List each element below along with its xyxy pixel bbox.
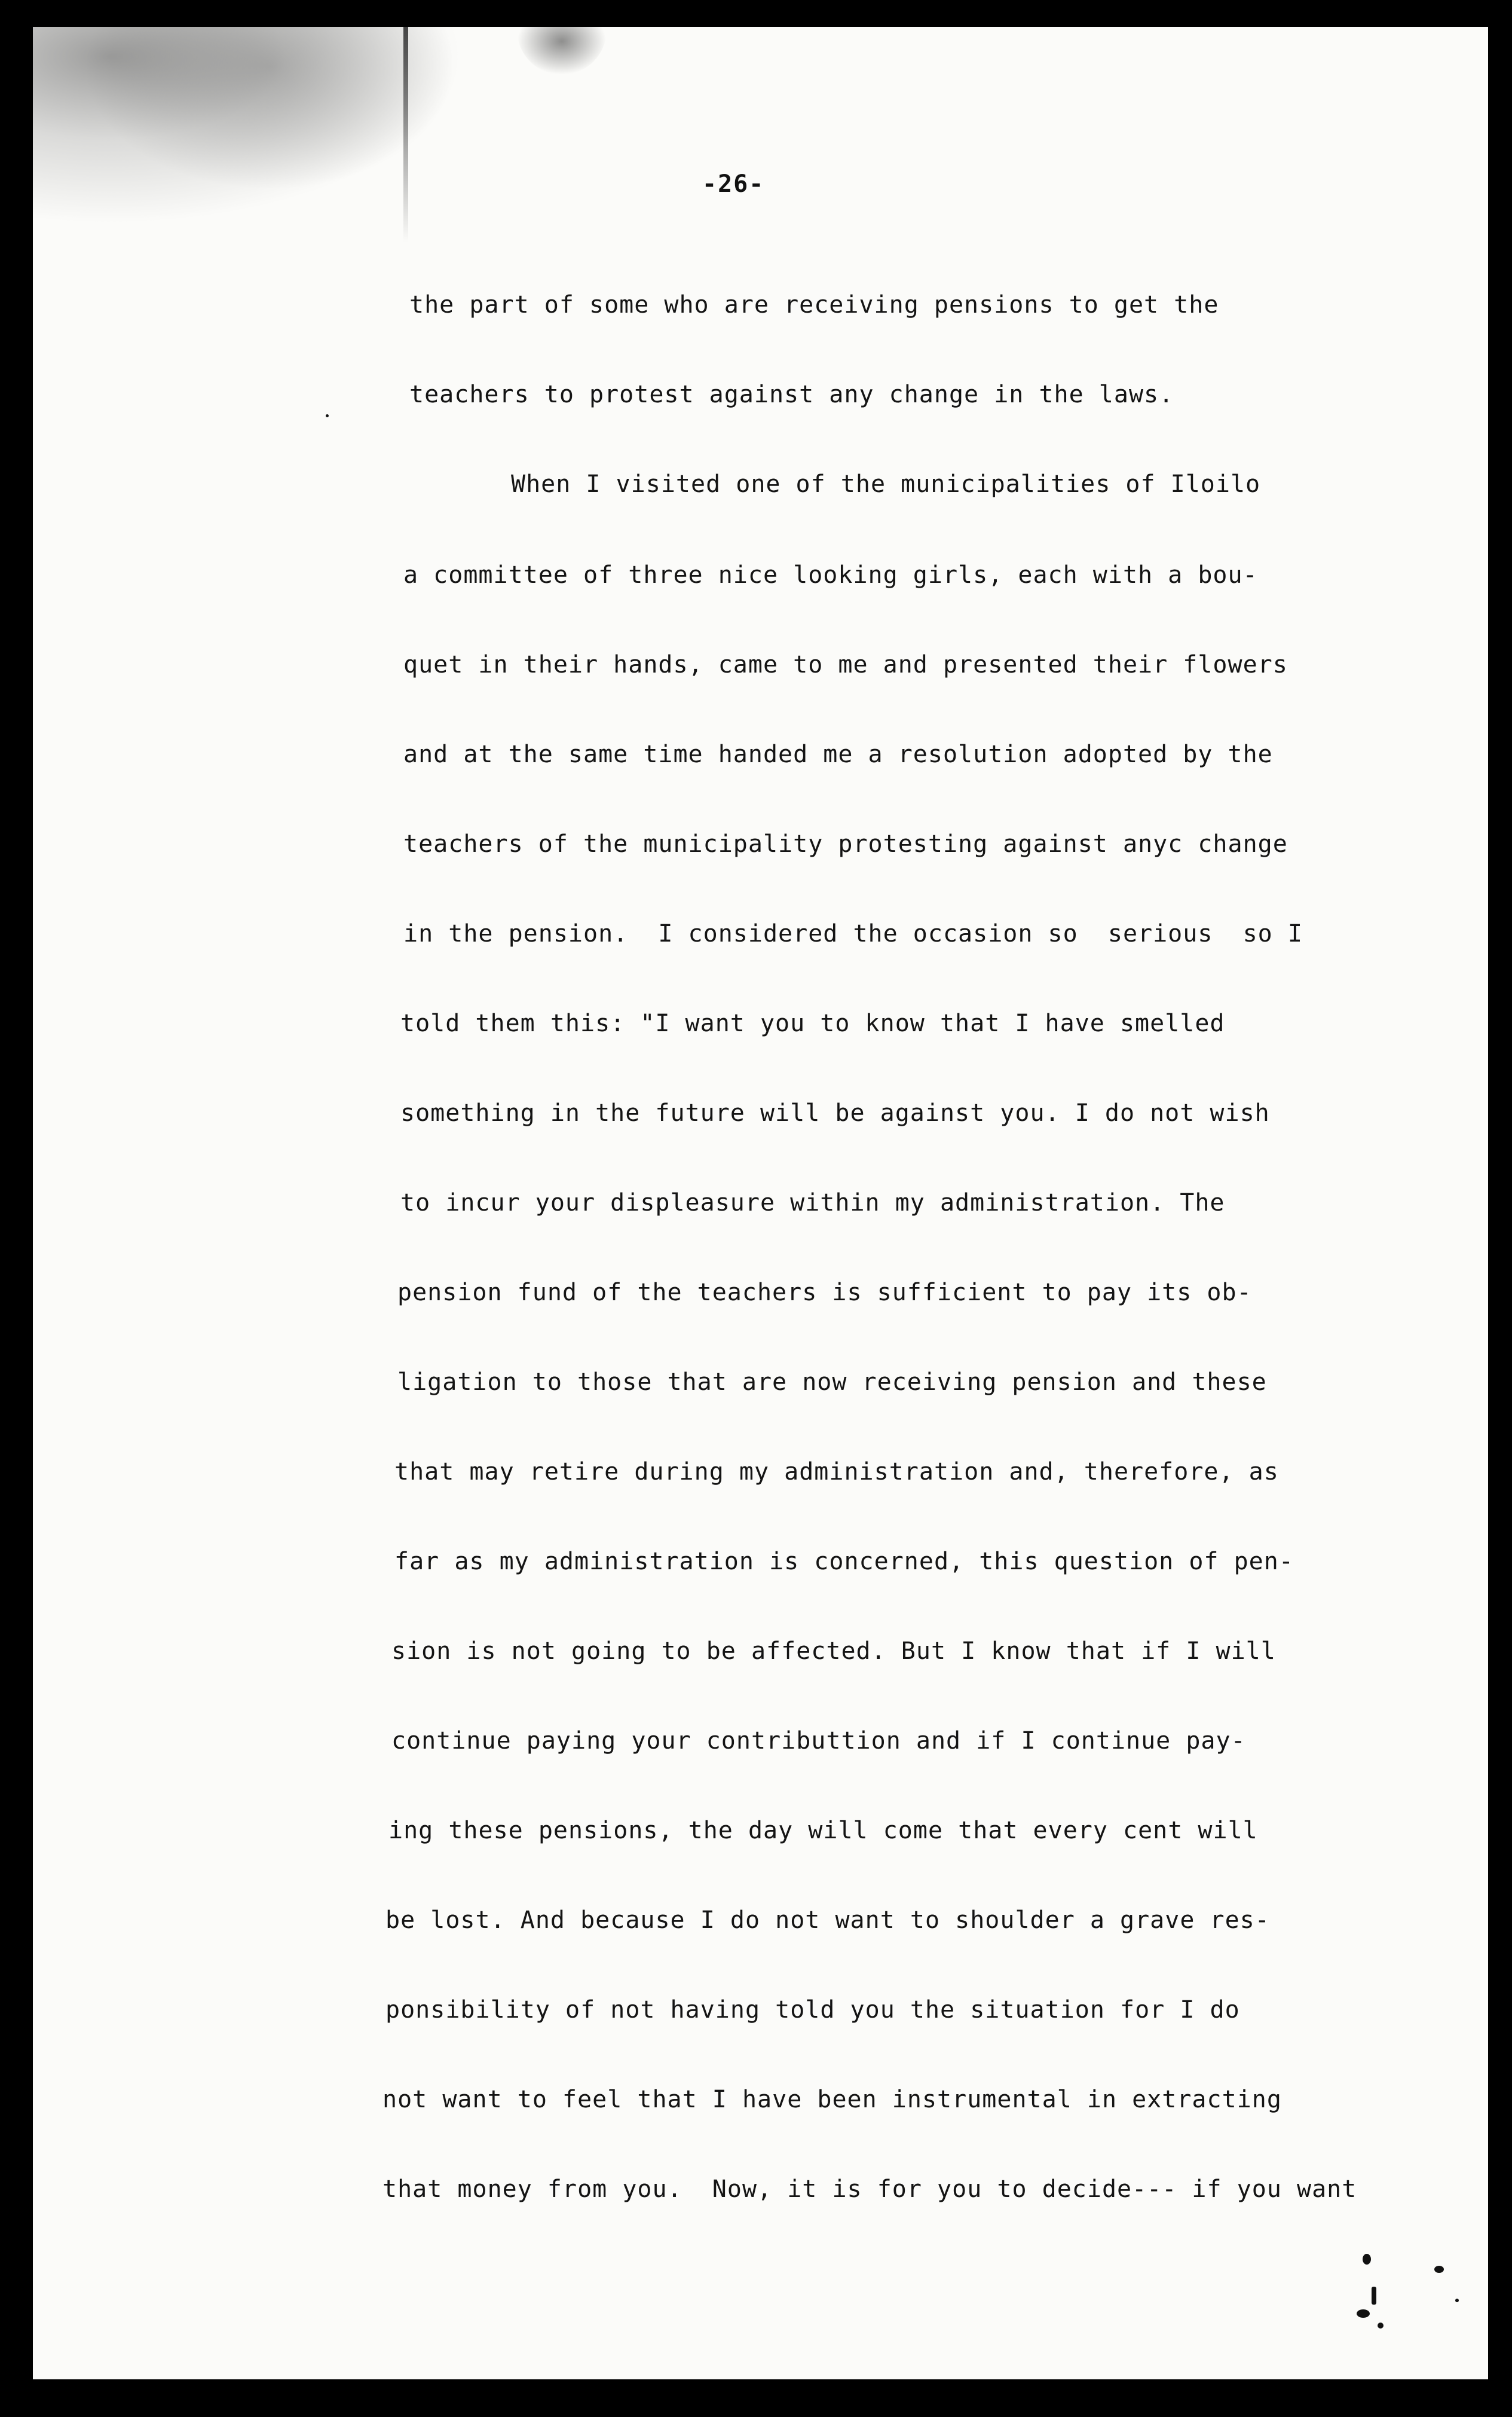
page-number: -26-: [702, 170, 765, 198]
text-line: be lost. And because I do not want to shoulder a grave res-: [385, 1906, 1270, 1934]
text-line: When I visited one of the municipalities of Iloilo: [511, 470, 1261, 498]
ink-blot: [517, 27, 607, 75]
text-line: a committee of three nice looking girls, each with a bou-: [403, 561, 1258, 589]
ink-speck: [326, 414, 329, 417]
text-line: not want to feel that I have been instrumental in extracting: [382, 2086, 1282, 2113]
text-line: that may retire during my administration and, therefore, as: [394, 1458, 1279, 1486]
text-line: and at the same time handed me a resolution adopted by the: [403, 741, 1273, 768]
text-line: far as my administration is concerned, this question of pen-: [394, 1548, 1294, 1575]
text-line: sion is not going to be affected. But I know that if I will: [391, 1637, 1276, 1665]
text-line: pension fund of the teachers is sufficient to pay its ob-: [397, 1279, 1252, 1306]
ink-speck: [1455, 2299, 1459, 2302]
page-fold-mark: [403, 27, 408, 242]
text-line: ponsibility of not having told you the situation for I do: [385, 1996, 1240, 2024]
text-line: ing these pensions, the day will come that every cent will: [388, 1817, 1258, 1844]
ink-speck: [1378, 2323, 1384, 2329]
text-line: teachers of the municipality protesting against anyc change: [403, 830, 1288, 858]
ink-speck: [1372, 2287, 1376, 2305]
text-line: told them this: "I want you to know that I have smelled: [400, 1010, 1225, 1037]
text-line: that money from you. Now, it is for you to decide--- if you want: [382, 2175, 1357, 2203]
text-line: the part of some who are receiving pensions to get the: [409, 291, 1219, 319]
text-line: continue paying your contributtion and if I continue pay-: [391, 1727, 1246, 1755]
document-page: [33, 27, 1488, 2379]
text-line: in the pension. I considered the occasion so serious so I: [403, 920, 1303, 948]
text-line: to incur your displeasure within my administration. The: [400, 1189, 1225, 1217]
ink-speck: [1357, 2309, 1370, 2318]
text-line: quet in their hands, came to me and presented their flowers: [403, 651, 1288, 679]
ink-speck: [1363, 2254, 1371, 2265]
text-line: ligation to those that are now receiving pension and these: [397, 1368, 1267, 1396]
page-smudge: [33, 27, 463, 224]
text-line: teachers to protest against any change in the laws.: [409, 381, 1174, 408]
text-line: something in the future will be against you. I do not wish: [400, 1099, 1270, 1127]
ink-speck: [1434, 2266, 1444, 2273]
